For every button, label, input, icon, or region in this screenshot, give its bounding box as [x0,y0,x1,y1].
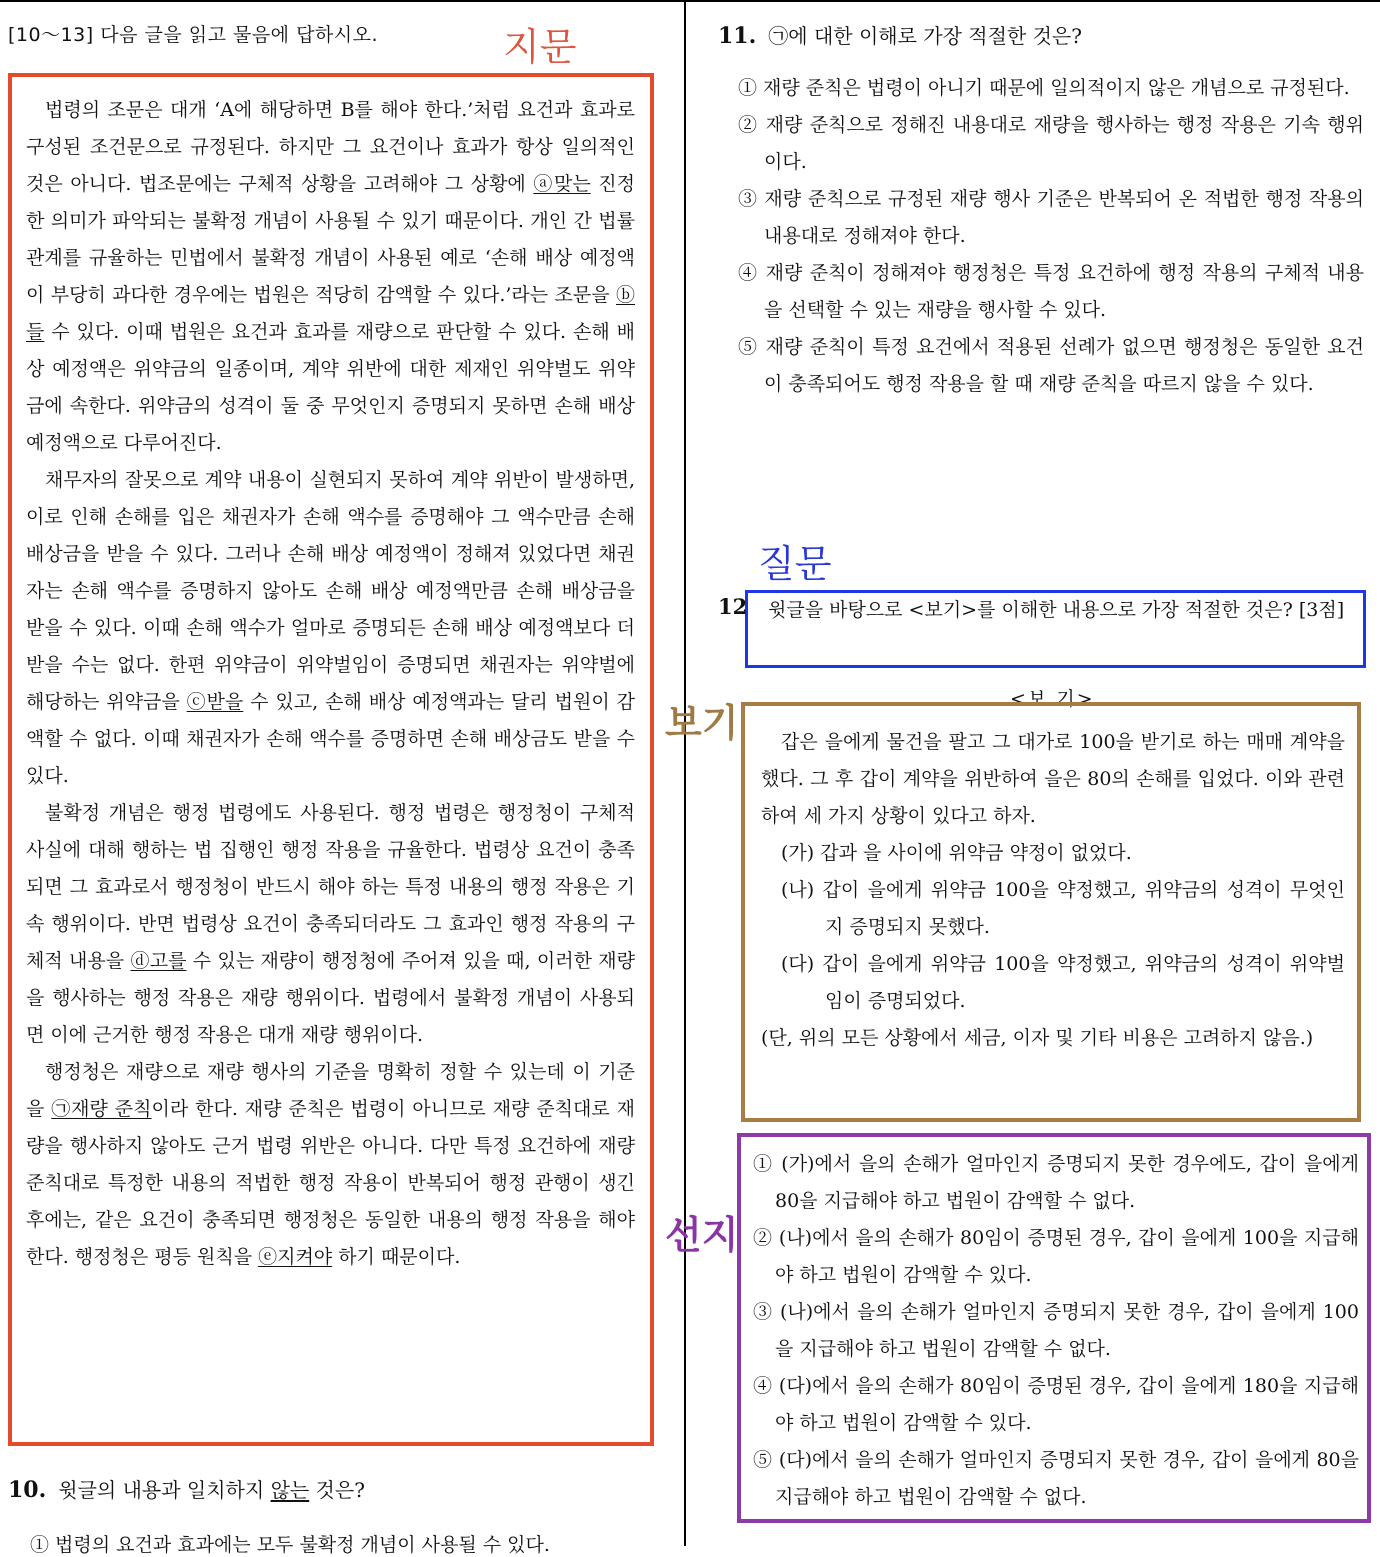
choice-1[interactable]: ① (가)에서 을의 손해가 얼마인지 증명되지 못한 경우에도, 갑이 을에게 80을 지급해야 하고 법원이 감액할 수 없다. [753,1153,1359,1212]
passage-paragraph-3: 불확정 개념은 행정 법령에도 사용된다. 행정 법령은 행정청이 구체적 사실에 대해 행하는 법 집행인 행정 작용을 규율한다. 법령상 요건이 충족되면 그 효과로서 행정청이 반드시 해야 하는 특정 내용의 행정 작용은 기속 행위이다. 반면 법령상 요건이 충족되더라도 그 효과인 행정 작용의 구체적 내용을 ⓓ고를 수 있는 재량이 행정청에 주어져 있을 때, 이러한 재량을 행사하는 행정 작용은 재량 행위이다. 법령에서 불확정 개념이 사용되면 이에 근거한 행정 작용은 대개 재량 행위이다. [26,802,635,1046]
choice-3[interactable]: ③ (나)에서 을의 손해가 얼마인지 증명되지 못한 경우, 갑이 을에게 100을 지급해야 하고 법원이 감액할 수 없다. [753,1301,1359,1360]
question-11-option-4[interactable]: ④ 재량 준칙이 정해져야 행정청은 특정 요건하에 행정 작용의 구체적 내용을 선택할 수 있는 재량을 행사할 수 있다. [738,262,1364,321]
marker-b: ⓑ들 [26,284,635,343]
section-header: [10～13] 다음 글을 읽고 물음에 답하시오. [8,24,379,46]
passage-paragraph-1: 법령의 조문은 대개 ‘A에 해당하면 B를 해야 한다.’처럼 요건과 효과로 구성된 조건문으로 규정된다. 하지만 그 요건이나 효과가 항상 일의적인 것은 아니다. 법조문에는 구체적 상황을 고려해야 그 상황에 ⓐ맞는 진정한 의미가 파악되는 불확정 개념이 사용될 수 있기 때문이다. 개인 간 법률관계를 규율하는 민법에서 불확정 개념이 사용된 예로 ‘손해 배상 예정액이 부당히 과다한 경우에는 법원은 적당히 감액할 수 있다.’라는 조문을 ⓑ들 수 있다. 이때 법원은 요건과 효과를 재량으로 판단할 수 있다. 손해 배상 예정액은 위약금의 일종이며, 계약 위반에 대한 제재인 위약벌도 위약금에 속한다. 위약금의 성격이 둘 중 무엇인지 증명되지 못하면 손해 배상 예정액으로 다루어진다. [26,99,636,454]
bogi-box [741,702,1361,1122]
question-12-number: 12 [718,594,748,619]
bogi-case-ga: (가) 갑과 을 사이에 위약금 약정이 없었다. [781,842,1132,864]
marker-e: ⓔ지켜야 [258,1246,333,1268]
passage-box [8,73,654,1446]
marker-giyeok: ㉠재량 준칙 [51,1098,152,1120]
question-11: 11. ㉠에 대한 이해로 가장 적절한 것은? [718,23,1082,49]
marker-c: ⓒ받을 [186,691,244,713]
top-rule [0,0,1380,2]
bogi-title: <보 기> [1010,688,1095,710]
question-11-option-5[interactable]: ⑤ 재량 준칙이 특정 요건에서 적용된 선례가 없으면 행정청은 동일한 요건이 충족되어도 행정 작용을 할 때 재량 준칙을 따르지 않을 수 있다. [738,336,1364,395]
question-11-option-1[interactable]: ① 재량 준칙은 법령이 아니기 때문에 일의적이지 않은 개념으로 규정된다. [738,77,1350,99]
bogi-case-na: (나) 갑이 을에게 위약금 100을 약정했고, 위약금의 성격이 무엇인지 증명되지 못했다. [781,879,1345,938]
bogi-lead: 갑은 을에게 물건을 팔고 그 대가로 100을 받기로 하는 매매 계약을 했다. 그 후 갑이 계약을 위반하여 을은 80의 손해를 입었다. 이와 관련하여 세 가지 상황이 있다고 하자. [761,731,1345,827]
question-tag: 질문 [758,542,832,586]
question-11-option-2[interactable]: ② 재량 준칙으로 정해진 내용대로 재량을 행사하는 행정 작용은 기속 행위이다. [738,114,1364,173]
marker-d: ⓓ고를 [130,950,187,972]
passage-tag: 지문 [503,25,577,69]
passage-paragraph-2: 채무자의 잘못으로 계약 내용이 실현되지 못하여 계약 위반이 발생하면, 이로 인해 손해를 입은 채권자가 손해 액수를 증명해야 그 액수만큼 손해 배상금을 받을 수 있다. 그러나 손해 배상 예정액이 정해져 있었다면 채권자는 손해 액수를 증명하지 않아도 손해 배상 예정액만큼 손해 배상금을 받을 수 있다. 이때 손해 액수가 얼마로 증명되든 손해 배상 예정액보다 더 받을 수는 없다. 한편 위약금이 위약벌임이 증명되면 채권자는 위약벌에 해당하는 위약금을 ⓒ받을 수 있고, 손해 배상 예정액과는 달리 법원이 감액할 수 없다. 이때 채권자가 손해 액수를 증명하면 손해 배상금도 받을 수 있다. [26,469,635,787]
choices-tag: 선지 [665,1213,739,1257]
bogi-case-da: (다) 갑이 을에게 위약금 100을 약정했고, 위약금의 성격이 위약벌임이 증명되었다. [781,953,1345,1012]
choice-5[interactable]: ⑤ (다)에서 을의 손해가 얼마인지 증명되지 못한 경우, 갑이 을에게 80을 지급해야 하고 법원이 감액할 수 없다. [753,1449,1359,1508]
question-10: 10. 윗글의 내용과 일치하지 않는 것은? [8,1477,365,1503]
bogi-tag: 보기 [665,701,739,745]
question-10-option-1[interactable]: ① 법령의 요건과 효과에는 모두 불확정 개념이 사용될 수 있다. [30,1534,550,1556]
choice-4[interactable]: ④ (다)에서 을의 손해가 80임이 증명된 경우, 갑이 을에게 180을 지급해야 하고 법원이 감액할 수 있다. [753,1375,1359,1434]
passage-paragraph-4: 행정청은 재량으로 재량 행사의 기준을 명확히 정할 수 있는데 이 기준을 ㉠재량 준칙이라 한다. 재량 준칙은 법령이 아니므로 재량 준칙대로 재량을 행사하지 않아도 근거 법령 위반은 아니다. 다만 특정 요건하에 재량 준칙대로 특정한 내용의 적법한 행정 작용이 반복되어 행정 관행이 생긴 후에는, 같은 요건이 충족되면 행정청은 동일한 내용의 행정 작용을 해야 한다. 행정청은 평등 원칙을 ⓔ지켜야 하기 때문이다. [26,1061,635,1268]
question-11-option-3[interactable]: ③ 재량 준칙으로 규정된 재량 행사 기준은 반복되어 온 적법한 행정 작용의 내용대로 정해져야 한다. [738,188,1364,247]
question-12-text: 윗글을 바탕으로 <보기>를 이해한 내용으로 가장 적절한 것은? [3점] [768,599,1345,621]
choices-box [737,1133,1371,1523]
bogi-note: (단, 위의 모든 상황에서 세금, 이자 및 기타 비용은 고려하지 않음.) [761,1027,1314,1049]
column-divider [684,0,686,1546]
question-11-number: 11. [718,23,757,49]
question-10-number: 10. [8,1477,47,1503]
question-11-options [738,70,1364,403]
choice-2[interactable]: ② (나)에서 을의 손해가 80임이 증명된 경우, 갑이 을에게 100을 지급해야 하고 법원이 감액할 수 있다. [753,1227,1359,1286]
marker-a: ⓐ맞는 [533,173,591,195]
